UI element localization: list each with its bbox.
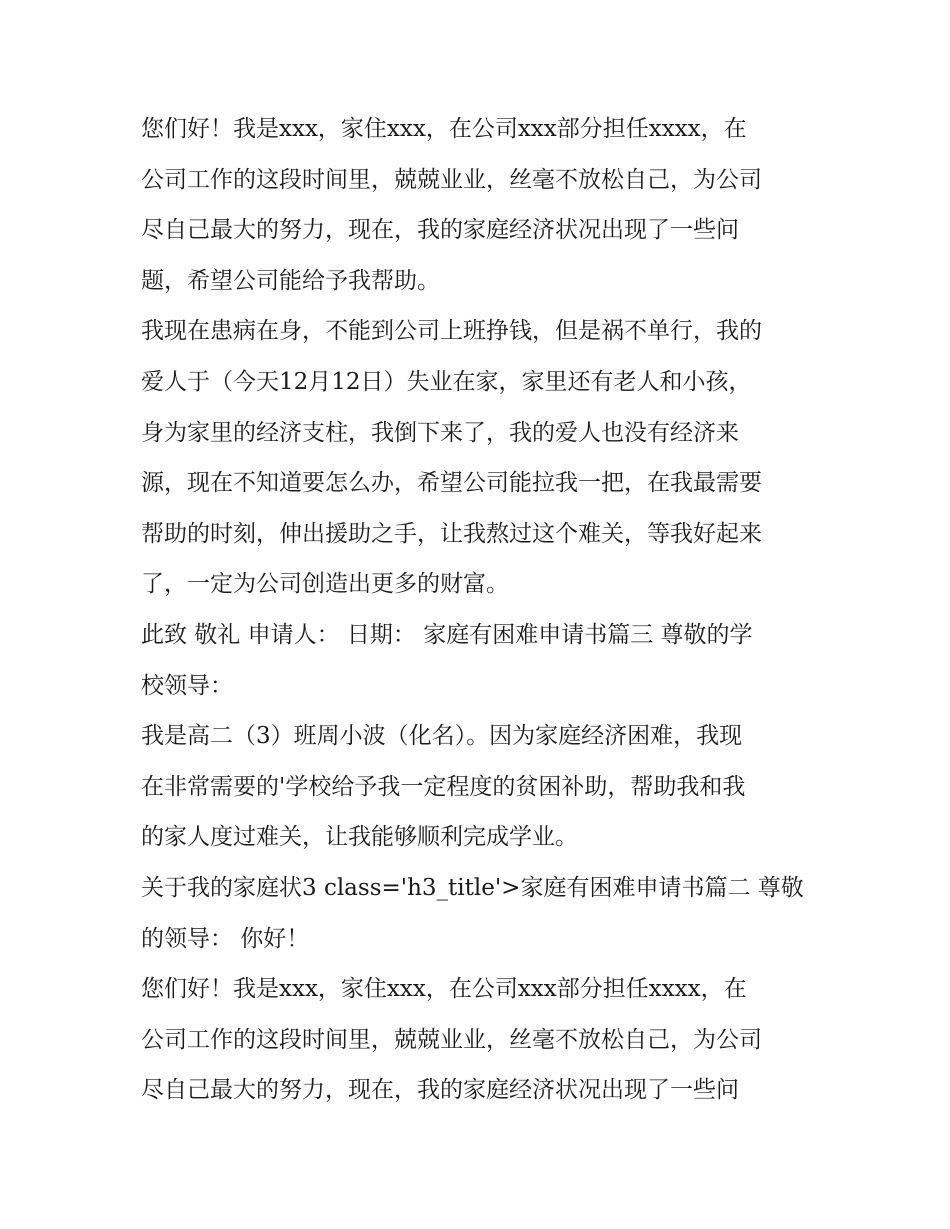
text-line: 此致 敬礼 申请人： 日期： 家庭有困难申请书篇三 尊敬的学 <box>141 621 753 648</box>
text-line: 公司工作的这段时间里，兢兢业业，丝毫不放松自己，为公司 <box>141 166 762 193</box>
text-line: 爱人于（今天12月12日）失业在家，家里还有老人和小孩， <box>141 368 752 395</box>
text-line: 的领导： 你好！ <box>141 925 310 952</box>
text-line: 了，一定为公司创造出更多的财富。 <box>141 571 509 598</box>
paragraph-heading-fragment <box>141 863 821 964</box>
text-line: 身为家里的经济支柱，我倒下来了，我的爱人也没有经济来 <box>141 419 739 446</box>
text-line: 您们好！我是xxx，家住xxx，在公司xxx部分担任xxxx，在 <box>141 976 747 1003</box>
text-line: 校领导： <box>141 672 233 699</box>
text-line: 在非常需要的'学校给予我一定程度的贫困补助，帮助我和我 <box>141 773 746 800</box>
text-line: 您们好！我是xxx，家住xxx，在公司xxx部分担任xxxx，在 <box>141 116 747 142</box>
text-line: 源，现在不知道要怎么办，希望公司能拉我一把，在我最需要 <box>141 470 762 497</box>
text-line: 尽自己最大的努力，现在，我的家庭经济状况出现了一些问 <box>141 217 739 244</box>
paragraph-greeting-repeat <box>141 964 821 1116</box>
text-line: 公司工作的这段时间里，兢兢业业，丝毫不放松自己，为公司 <box>141 1026 762 1053</box>
text-line: 我现在患病在身，不能到公司上班挣钱，但是祸不单行，我的 <box>141 318 762 345</box>
paragraph-closing <box>141 610 821 711</box>
paragraph-student <box>141 711 821 863</box>
text-line: 我是高二（3）班周小波（化名）。因为家庭经济困难，我现 <box>141 723 743 750</box>
text-line: 关于我的家庭状3 class='h3_title'>家庭有困难申请书篇二 尊敬 <box>141 874 804 901</box>
paragraph-situation <box>141 306 821 610</box>
text-line: 的家人度过难关，让我能够顺利完成学业。 <box>141 824 578 851</box>
paragraph-greeting <box>141 104 821 306</box>
text-line: 尽自己最大的努力，现在，我的家庭经济状况出现了一些问 <box>141 1077 739 1104</box>
document-body <box>141 104 821 1116</box>
text-line: 帮助的时刻，伸出援助之手，让我熬过这个难关，等我好起来 <box>141 520 762 547</box>
text-line: 题，希望公司能给予我帮助。 <box>141 267 440 294</box>
